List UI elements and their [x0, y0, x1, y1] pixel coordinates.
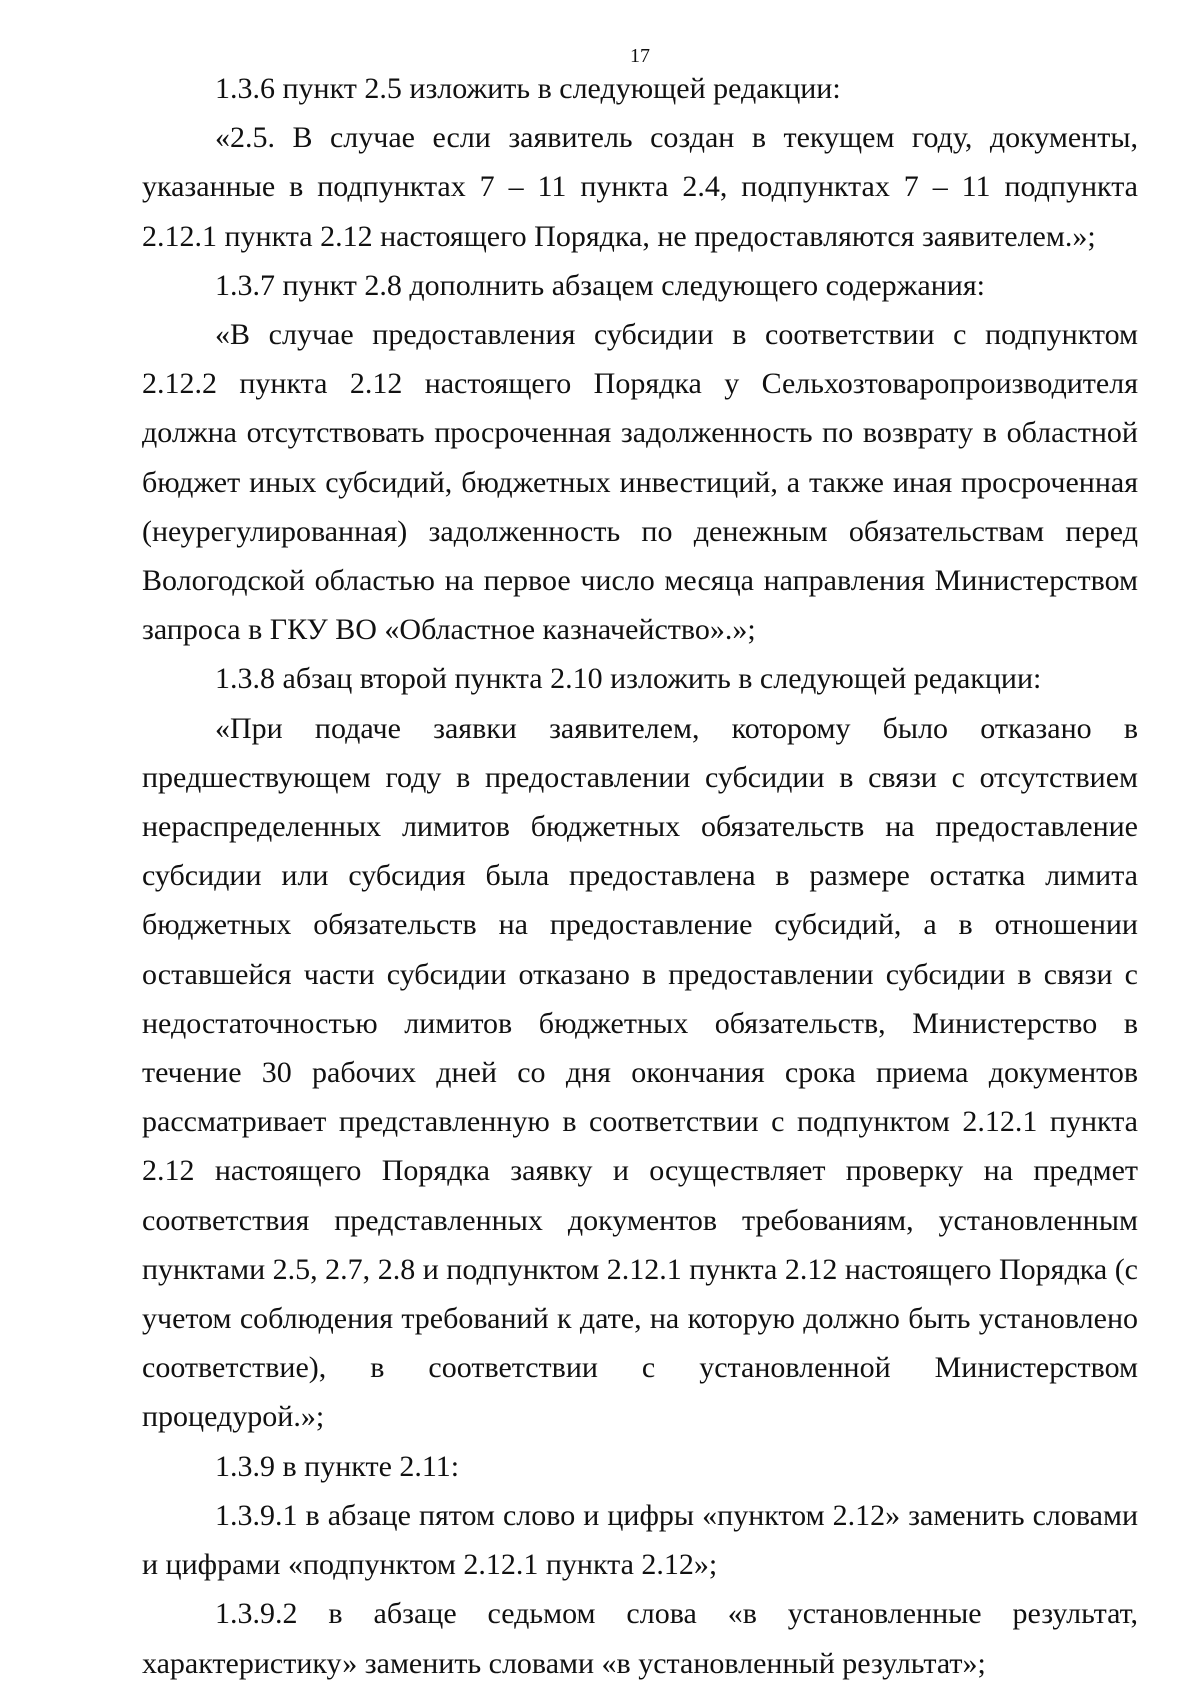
paragraph-1-3-7: 1.3.7 пункт 2.8 дополнить абзацем следующего содержания: [215, 268, 985, 302]
page-number: 17 [630, 45, 650, 67]
paragraph-1-3-9-1: 1.3.9.1 в абзаце пятом слово и цифры «пунктом 2.12» заменить словами и цифрами «подпунктом 2.12.1 пункта 2.12»; [142, 1498, 1138, 1582]
document-body [142, 64, 1138, 1688]
paragraph-1-3-8: 1.3.8 абзац второй пункта 2.10 изложить в следующей редакции: [215, 662, 1042, 696]
paragraph-1-3-9: 1.3.9 в пункте 2.11: [215, 1449, 460, 1483]
paragraph-quote-2-8: «В случае предоставления субсидии в соответствии с подпунктом 2.12.2 пункта 2.12 настоящего Порядка у Сельхозтоваропроизводителя должна отсутствовать просроченная задолженность по возврату в областной бюджет иных субсидий, бюджетных инвестиций, а также иная просроченная (неурегулированная) задолженность по денежным обязательствам перед Вологодской областью на первое число месяца направления Министерством запроса в ГКУ ВО «Областное казначейство».»; [142, 318, 1138, 647]
paragraph-1-3-9-2: 1.3.9.2 в абзаце седьмом слова «в установленные результат, характеристику» заменить словами «в установленный результат»; [142, 1597, 1138, 1680]
paragraph-quote-2-5: «2.5. В случае если заявитель создан в текущем году, документы, указанные в подпунктах 7 – 11 пункта 2.4, подпунктах 7 – 11 подпункта 2.12.1 пункта 2.12 настоящего Порядка, не предоставляются заявителем.»; [142, 121, 1138, 253]
paragraph-1-3-6: 1.3.6 пункт 2.5 изложить в следующей редакции: [215, 72, 841, 105]
paragraph-quote-2-10: «При подаче заявки заявителем, которому было отказано в предшествующем году в предоставлении субсидии в связи с отсутствием нераспределенных лимитов бюджетных обязательств на предоставление субсидии или субсидия была предоставлена в размере остатка лимита бюджетных обязательств на предоставление субсидий, а в отношении оставшейся части субсидии отказано в предоставлении субсидии в связи с недостаточностью лимитов бюджетных обязательств, Министерство в течение 30 рабочих дней со дня окончания срока приема документов рассматривает представленную в соответствии с подпунктом 2.12.1 пункта 2.12 настоящего Порядка заявку и осуществляет проверку на предмет соответствия представленных документов требованиям, установленным пунктами 2.5, 2.7, 2.8 и подпунктом 2.12.1 пункта 2.12 настоящего Порядка (с учетом соблюдения требований к дате, на которую должно быть установлено соответствие), в соответствии с установленной Министерством процедурой.»; [142, 711, 1138, 1434]
